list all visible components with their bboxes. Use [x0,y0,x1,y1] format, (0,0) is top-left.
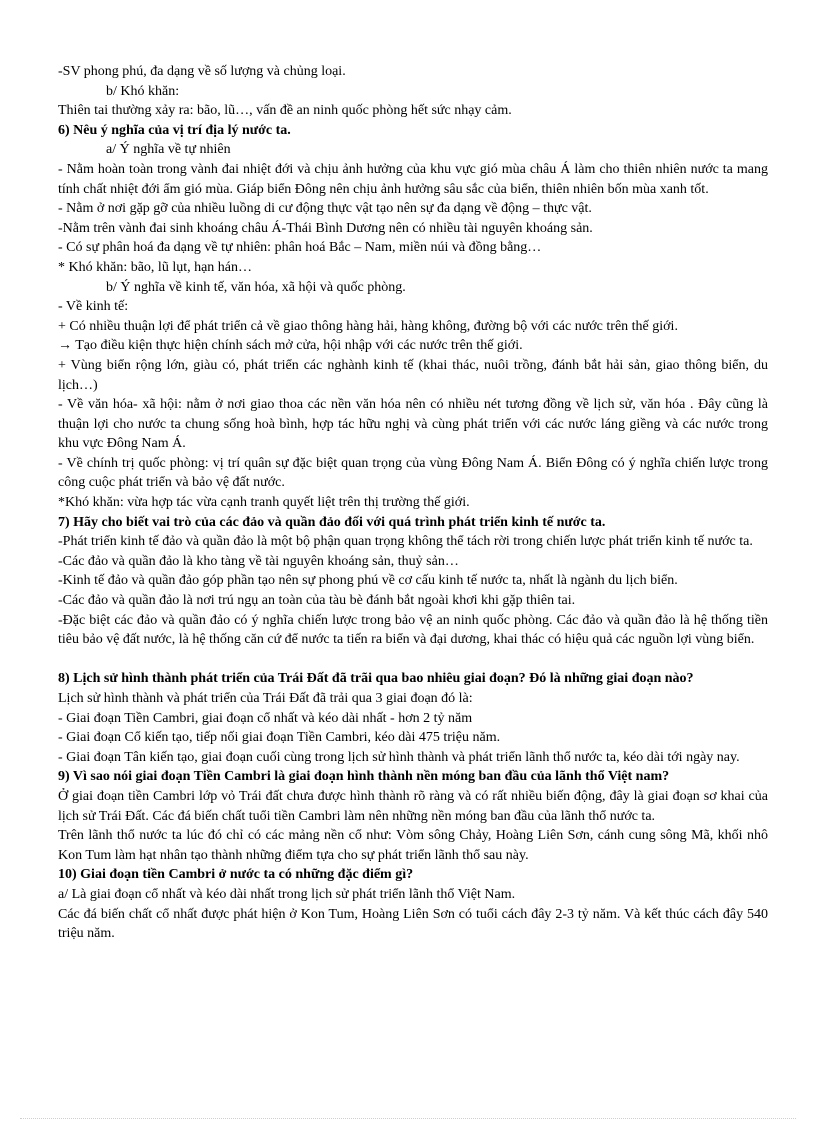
question-heading: 6) Nêu ý nghĩa của vị trí địa lý nước ta. [58,122,291,138]
text-paragraph: - Giai đoạn Tân kiến tạo, giai đoạn cuối cùng trong lịch sử hình thành và phát triển lãnh thổ nước ta, kéo dài tới ngày nay. [58,749,740,765]
text-paragraph: -Các đảo và quần đảo là nơi trú ngụ an toàn của tàu bè đánh bắt ngoài khơi khi gặp thiên tai. [58,593,576,609]
text-paragraph: - Có sự phân hoá đa dạng về tự nhiên: phân hoá Bắc – Nam, miền núi và đồng bằng… [58,240,542,256]
text-paragraph: - Giai đoạn Tiền Cambri, giai đoạn cổ nhất và kéo dài nhất - hơn 2 tỷ năm [58,710,473,726]
text-paragraph: - Về kinh tế: [58,299,129,315]
text-paragraph: Lịch sử hình thành và phát triển của Trái Đất đã trải qua 3 giai đoạn đó là: [58,691,473,706]
subsection-label: b/ Ý nghĩa về kinh tế, văn hóa, xã hội và quốc phòng. [106,279,406,295]
text-paragraph: - Nằm ở nơi gặp gỡ của nhiều luồng di cư động thực vật tạo nên sự đa dạng về động – thực vật. [58,201,592,217]
text-paragraph: Ở giai đoạn tiền Cambri lớp vỏ Trái đất chưa được hình thành rõ ràng và có rất nhiều biến động, đây là giai đoạn sơ khai của lịch sử Trái Đất. Các đá biến chất tuổi tiền Cambri làm nên những nền móng ban đầu của lãnh thổ nước ta. [58,788,768,824]
text-paragraph: -Các đảo và quần đảo là kho tàng về tài nguyên khoáng sản, thuỷ sản… [58,553,459,569]
subsection-label: b/ Khó khăn: [106,83,180,99]
text-paragraph: Trên lãnh thổ nước ta lúc đó chỉ có các mảng nền cổ như: Vòm sông Chảy, Hoàng Liên Sơn, cánh cung sông Mã, khối nhô Kon Tum làm hạt nhân tạo thành những điểm tựa cho sự phát triển lãnh thổ sau này. [58,828,768,863]
text-paragraph: -Đặc biệt các đảo và quần đảo có ý nghĩa chiến lược trong bảo vệ an ninh quốc phòng. Các đảo và quần đảo là hệ thống tiền tiêu bảo vệ đất nước, là hệ thống căn cứ để nước ta tiến ra biển và đại dương, khai thác có hiệu quả các nguồn lợi vùng biển. [58,612,768,648]
text-paragraph: *Khó khăn: vừa hợp tác vừa cạnh tranh quyết liệt trên thị trường thế giới. [58,495,470,511]
paragraph-gap [58,650,768,670]
document-page [58,62,768,944]
text-paragraph: a/ Là giai đoạn cổ nhất và kéo dài nhất trong lịch sử phát triển lãnh thổ Việt Nam. [58,886,516,902]
question-heading: 8) Lịch sử hình thành phát triển của Trái Đất đã trãi qua bao nhiêu giai đoạn? Đó là những giai đoạn nào? [58,671,694,687]
page-bottom-divider [20,1118,796,1119]
text-paragraph: - Nằm hoàn toàn trong vành đai nhiệt đới và chịu ảnh hưởng của khu vực gió mùa châu Á làm cho thiên nhiên nước ta mang tính chất nhiệt đới ẩm gió mùa. Giáp biển Đông nên chịu ảnh hưởng sâu sắc của biển, thiên nhiên bốn mùa xanh tốt. [58,161,768,197]
text-paragraph: * Khó khăn: bão, lũ lụt, hạn hán… [58,259,253,275]
text-paragraph: -SV phong phú, đa dạng về số lượng và chủng loại. [58,64,346,79]
text-paragraph: Các đá biến chất cổ nhất được phát hiện ở Kon Tum, Hoàng Liên Sơn có tuổi cách đây 2-3 tỷ năm. Và kết thúc cách đây 540 triệu năm. [58,906,768,942]
text-paragraph: -Kinh tế đảo và quần đảo góp phần tạo nên sự phong phú về cơ cấu kinh tế nước ta, nhất là ngành du lịch biển. [58,573,678,589]
text-paragraph: + Vùng biển rộng lớn, giàu có, phát triển các nghành kinh tế (khai thác, nuôi trồng, đánh bắt hải sản, giao thông biển, du lịch…) [58,357,768,393]
text-paragraph: + Có nhiều thuận lợi để phát triển cả về giao thông hàng hải, hàng không, đường bộ với các nước trên thế giới. [58,318,678,334]
text-paragraph: Thiên tai thường xảy ra: bão, lũ…, vấn đề an ninh quốc phòng hết sức nhạy cảm. [58,103,512,119]
text-paragraph: - Về chính trị quốc phòng: vị trí quân sự đặc biệt quan trọng của vùng Đông Nam Á. Biển Đông có ý nghĩa chiến lược trong công cuộc phát triển và bảo vệ đất nước. [58,455,768,491]
question-heading: 10) Giai đoạn tiền Cambri ở nước ta có những đặc điểm gì? [58,867,414,883]
question-heading: 7) Hãy cho biết vai trò của các đảo và quần đảo đối với quá trình phát triển kinh tế nước ta. [58,514,606,530]
text-paragraph: - Về văn hóa- xã hội: nằm ở nơi giao thoa các nền văn hóa nên có nhiều nét tương đồng về lịch sử, văn hóa . Đây cũng là thuận lợi cho nước ta chung sống hoà bình, hợp tác hữu nghị và cùng phát triển với các nước láng giềng và các nước trong khu vực Đông Nam Á. [58,397,768,452]
text-paragraph: -Phát triển kinh tế đảo và quần đảo là một bộ phận quan trọng không thể tách rời trong chiến lược phát triển kinh tế nước ta. [58,534,753,550]
subsection-label: a/ Ý nghĩa về tự nhiên [106,142,231,158]
text-paragraph: - Giai đoạn Cổ kiến tạo, tiếp nối giai đoạn Tiền Cambri, kéo dài 475 triệu năm. [58,730,501,746]
text-paragraph: -Nằm trên vành đai sinh khoáng châu Á-Thái Bình Dương nên có nhiều tài nguyên khoáng sản. [58,220,593,236]
question-heading: 9) Vì sao nói giai đoạn Tiền Cambri là giai đoạn hình thành nền móng ban đầu của lãnh thổ Việt nam? [58,769,670,785]
text-paragraph: → Tạo điều kiện thực hiện chính sách mở cửa, hội nhập với các nước trên thế giới. [58,338,523,354]
